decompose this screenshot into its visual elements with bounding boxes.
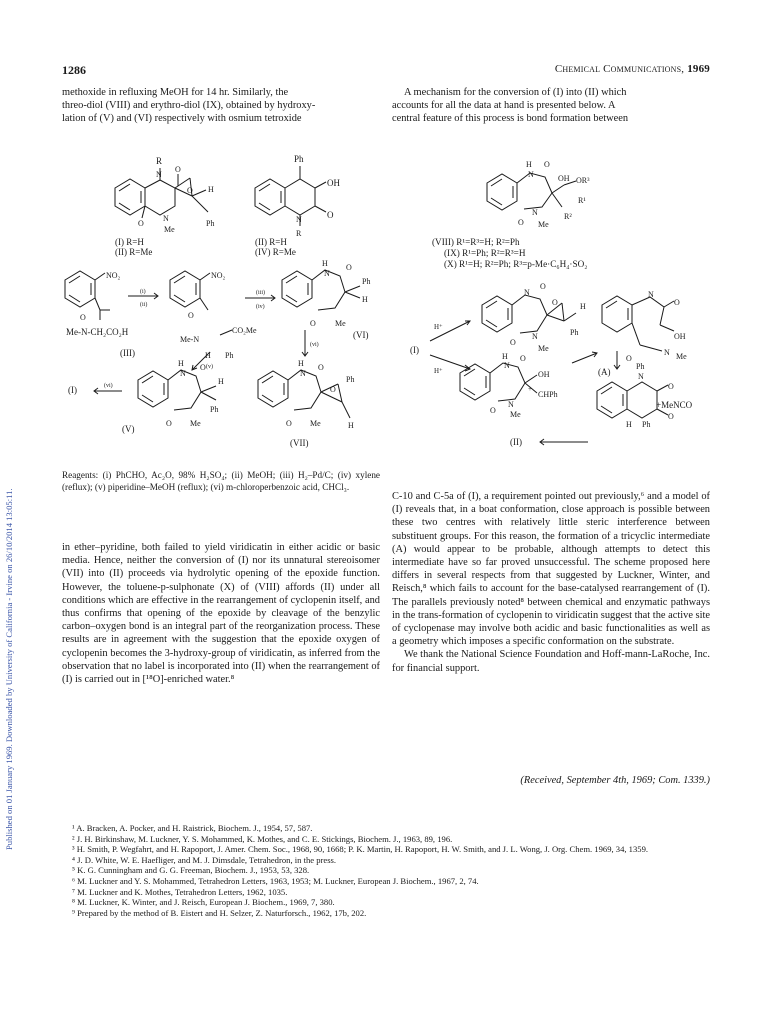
svg-text:Ph: Ph — [294, 154, 304, 164]
label-I-right: (I) — [410, 345, 419, 355]
label-X: (X) R¹=H; R²=Ph; R³=p-Me·C₆H₄·SO₂ — [444, 259, 588, 269]
reference-item: ⁷ M. Luckner and K. Mothes, Tetrahedron Letters, 1962, 1035. — [72, 886, 288, 897]
svg-text:O: O — [544, 160, 550, 169]
svg-text:N: N — [508, 400, 514, 409]
reference-item: ³ H. Smith, P. Wegfahrt, and H. Rapoport, J. Amer. Chem. Soc., 1968, 90, 1668; P. K. Martin, H. Rapoport, H. W. Smith, and J. L. Wong, J. Org. Chem. 1969, 34, 1359. — [72, 844, 649, 855]
svg-text:H: H — [208, 185, 214, 194]
structure-III — [65, 271, 129, 337]
svg-text:N: N — [528, 170, 534, 179]
svg-text:O: O — [668, 382, 674, 391]
svg-text:R¹: R¹ — [578, 196, 586, 205]
svg-text:CO₂Me: CO₂Me — [232, 326, 257, 335]
svg-text:Me-N: Me-N — [180, 335, 200, 344]
svg-text:Me: Me — [310, 419, 321, 428]
svg-text:N: N — [163, 214, 169, 223]
journal-year: 1969 — [687, 63, 710, 75]
svg-text:H⁺: H⁺ — [434, 323, 443, 331]
svg-text:Me: Me — [164, 225, 175, 234]
label-VII: (VII) — [290, 438, 309, 448]
scheme-caption: Reagents: (i) PhCHO, Ac₂O, 98% H₂SO₄; (ii) MeOH; (iii) H₂–Pd/C; (iv) xylene (reflux); (v) piperidine–MeOH (reflux); (vi) m-chloroperbenzoic acid, CHCl₃. — [62, 470, 380, 492]
reference-item: ⁸ M. Luckner, K. Winter, and J. Reisch, European J. Biochem., 1969, 7, 380. — [72, 897, 335, 908]
svg-text:N: N — [638, 372, 644, 381]
label-II-right: (II) — [510, 437, 522, 447]
received-date: (Received, September 4th, 1969; Com. 1339.) — [520, 775, 710, 786]
text-line: lation of (V) and (VI) respectively with osmium tetroxide — [62, 113, 302, 125]
svg-text:OR³: OR³ — [576, 176, 590, 185]
structure-carbocation — [460, 352, 558, 419]
svg-text:O: O — [510, 338, 516, 347]
svg-text:N: N — [296, 215, 302, 224]
label-IX: (IX) R¹=Ph; R²=R³=H — [444, 248, 526, 258]
label-I: (I) R=H — [115, 237, 144, 247]
references — [62, 823, 714, 918]
page-number: 1286 — [62, 63, 86, 77]
svg-text:O: O — [520, 354, 526, 363]
svg-text:O: O — [286, 419, 292, 428]
svg-text:N: N — [504, 361, 510, 370]
svg-text:Ph: Ph — [346, 375, 355, 384]
left-top-text — [62, 86, 380, 126]
svg-text:N: N — [532, 332, 538, 341]
svg-text:O: O — [668, 412, 674, 421]
svg-text:N: N — [664, 348, 670, 357]
text-line: central feature of this process is bond formation between — [392, 113, 629, 125]
svg-text:Ph: Ph — [362, 277, 371, 286]
svg-text:O: O — [552, 298, 558, 307]
svg-text:H: H — [526, 160, 532, 169]
svg-text:O: O — [188, 311, 194, 320]
svg-text:Ph: Ph — [206, 219, 215, 228]
structure-VIII — [487, 160, 590, 229]
svg-text:O: O — [175, 165, 181, 174]
structure-II — [255, 154, 340, 238]
label-VIII: (VIII) R¹=R³=H; R²=Ph — [432, 237, 520, 247]
svg-text:O: O — [540, 282, 546, 291]
svg-text:Me: Me — [190, 419, 201, 428]
svg-text:N: N — [324, 269, 330, 278]
svg-text:(vi): (vi) — [310, 342, 319, 348]
svg-text:Ph: Ph — [570, 328, 579, 337]
structure-I — [115, 156, 214, 234]
svg-text:O: O — [166, 419, 172, 428]
text-line: threo-diol (VIII) and erythro-diol (IX), obtained by hydroxy- — [62, 100, 316, 112]
reference-item: ⁵ K. G. Cunningham and G. G. Freeman, Biochem. J., 1953, 53, 328. — [72, 865, 310, 876]
svg-text:Ph: Ph — [225, 351, 234, 360]
reference-item: ⁶ M. Luckner and Y. S. Mohammed, Tetrahedron Letters, 1963, 1953; M. Luckner, European J. Biochem., 1967, 2, 74. — [72, 875, 479, 886]
svg-text:CHPh: CHPh — [538, 390, 558, 399]
label-III: (III) — [120, 348, 135, 358]
svg-text:OH: OH — [327, 178, 340, 188]
svg-text:R: R — [296, 229, 302, 238]
download-watermark: Published on 01 January 1969. Downloaded by University of California - Irvine on 26/10/2014 13:05:11. — [4, 488, 14, 850]
svg-text:O: O — [200, 363, 206, 372]
svg-text:Ph: Ph — [210, 405, 219, 414]
label-A: (A) — [598, 367, 611, 377]
right-column-body — [392, 490, 710, 675]
svg-text:H: H — [362, 295, 368, 304]
reference-item: ⁹ Prepared by the method of B. Eistert and H. Selzer, Z. Naturforsch., 1962, 17b, 202. — [72, 907, 367, 918]
reference-item: ² J. H. Birkinshaw, M. Luckner, Y. S. Mohammed, K. Mothes, and C. E. Stickings, Biochem. J., 1963, 89, 196. — [72, 833, 453, 844]
svg-text:Ph: Ph — [642, 420, 651, 429]
svg-text:R²: R² — [564, 212, 572, 221]
svg-text:(ii): (ii) — [140, 302, 148, 308]
label-V: (V) — [122, 424, 135, 434]
right-top-text — [392, 86, 710, 126]
body-paragraph: C-10 and C-5a of (I), a requirement pointed out previously,⁶ and a model of (I) reveals that, in a boat conformation, close approach is possible between these two centres with relatively little steric interference between substituent groups. For this reason, the formation of a tricyclic intermediate (A) would appear to be probable, although attempts to detect this intermediate have so far proved unsuccessful. The scheme proposed here differs in several respects from that suggested by Luckner, Winter, and Reisch,⁸ which fails to account for the base-catalysed rearrangement of (I). The parallels previously noted⁸ between chemical and enzymatic pathways in the trans-formation of cyclopenin to viridicatin suggest that the active site of cyclopenase may involve both acidic and basic functionalities as well as a geometry which imposes a specific conformation on the substrate. — [392, 491, 710, 648]
structure-VII — [258, 359, 354, 430]
svg-text:Me-N-CH₂CO₂H: Me-N-CH₂CO₂H — [66, 327, 129, 337]
svg-text:Me: Me — [335, 319, 346, 328]
structure-protonated — [482, 282, 586, 353]
svg-text:NO₂: NO₂ — [106, 271, 121, 280]
svg-text:(i): (i) — [140, 289, 146, 295]
svg-text:H: H — [348, 421, 354, 430]
svg-text:O: O — [674, 298, 680, 307]
svg-text:(iii): (iii) — [256, 290, 265, 296]
label-IV: (IV) R=Me — [255, 247, 296, 257]
label-II: (II) R=Me — [115, 247, 153, 257]
journal-name: Chemical Communications, — [554, 63, 685, 75]
svg-text:OH: OH — [558, 174, 570, 183]
mechanism-scheme-right — [392, 155, 717, 455]
label-VI: (VI) — [353, 330, 369, 340]
svg-text:O: O — [80, 313, 86, 322]
label-II-R: (II) R=H — [255, 237, 287, 247]
structure-A — [602, 290, 687, 371]
svg-text:O: O — [318, 363, 324, 372]
svg-text:OH: OH — [538, 370, 550, 379]
left-column-body — [62, 541, 380, 686]
svg-text:Me: Me — [538, 220, 549, 229]
svg-text:O: O — [187, 186, 193, 195]
reference-item: ⁴ J. D. White, W. E. Haefliger, and M. J. Dimsdale, Tetrahedron, in the press. — [72, 854, 337, 865]
svg-text:N: N — [648, 290, 654, 299]
svg-text:Me: Me — [510, 410, 521, 419]
label-I-left: (I) — [68, 385, 77, 395]
text-line: A mechanism for the conversion of (I) into (II) which — [404, 87, 627, 98]
svg-text:H: H — [205, 351, 211, 360]
svg-text:O: O — [330, 385, 336, 394]
svg-text:O: O — [138, 219, 144, 228]
reference-item: ¹ A. Bracken, A. Pocker, and H. Raistrick, Biochem. J., 1954, 57, 587. — [72, 823, 313, 833]
synthesis-scheme-left — [60, 130, 390, 470]
svg-text:H⁺: H⁺ — [434, 367, 443, 375]
svg-text:NO₂: NO₂ — [211, 271, 226, 280]
svg-text:O: O — [490, 406, 496, 415]
svg-text:H: H — [580, 302, 586, 311]
journal-header — [555, 63, 710, 75]
svg-text:Me: Me — [538, 344, 549, 353]
svg-text:O: O — [626, 354, 632, 363]
svg-text:Me: Me — [676, 352, 687, 361]
svg-text:O: O — [346, 263, 352, 272]
svg-text:O: O — [310, 319, 316, 328]
svg-text:+: + — [528, 385, 532, 393]
svg-text:N: N — [180, 369, 186, 378]
svg-text:N: N — [524, 288, 530, 297]
svg-text:H: H — [626, 420, 632, 429]
svg-text:(iv): (iv) — [256, 304, 265, 310]
text-line: methoxide in refluxing MeOH for 14 hr. Similarly, the — [62, 87, 289, 98]
svg-text:Ph: Ph — [636, 362, 645, 371]
svg-text:(v): (v) — [206, 364, 213, 370]
svg-text:N: N — [156, 170, 162, 179]
label-MeNCO: +MeNCO — [656, 400, 693, 410]
svg-text:O: O — [518, 218, 524, 227]
svg-text:(vi): (vi) — [104, 383, 113, 389]
acknowledgement: We thank the National Science Foundation and Hoff-mann-LaRoche, Inc. for financial support. — [392, 649, 710, 674]
svg-text:N: N — [300, 369, 306, 378]
svg-text:OH: OH — [674, 332, 686, 341]
structure-intermediate — [170, 271, 257, 360]
svg-text:O: O — [327, 210, 334, 220]
svg-text:N: N — [532, 208, 538, 217]
svg-text:H: H — [178, 359, 184, 368]
structure-VI — [282, 259, 370, 328]
body-paragraph: in ether–pyridine, both failed to yield viridicatin in either acidic or basic media. Hence, neither the conversion of (I) nor its unnatural stereoisomer (VII) into (II) proceeds via hydrolytic opening of the epoxide function. However, the toluene-p-sulphonate (X) of (VIII) affords (II) under all conditions which are effective in the rearrangement of cyclopenin itself, and thus confirms that opening of the epoxide by cleavage of the benzylic carbon–oxygen bond is an integral part of the reorganization process. These results are in agreement with the suggestion that the epoxide oxygen of cyclopenin becomes the 3-hydroxy-group of viridicatin, as inferred from the observation that no label is incorporated into (II) when the rearrangement of (I) is carried out in [¹⁸O]-enriched water.⁸ — [62, 542, 380, 686]
svg-text:H: H — [218, 377, 224, 386]
svg-text:R: R — [156, 156, 163, 166]
text-line: accounts for all the data at hand is presented below. A — [392, 100, 616, 112]
svg-text:H: H — [298, 359, 304, 368]
svg-text:H: H — [322, 259, 328, 268]
svg-text:H: H — [502, 352, 508, 361]
